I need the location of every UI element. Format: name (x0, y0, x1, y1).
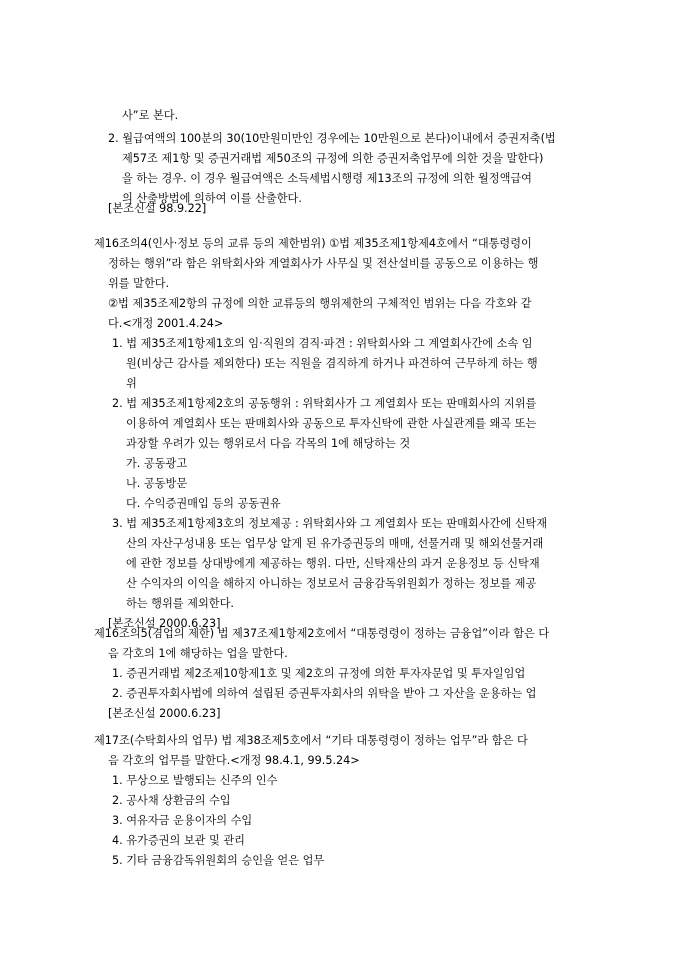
list-item: 3. 여유자금 운용이자의 수입 (112, 814, 253, 827)
text-line: 의 산출방법에 의하여 이를 산출한다. (122, 192, 302, 205)
text-line: 음 각호의 업무를 말한다.<개정 98.4.1, 99.5.24> (108, 754, 360, 767)
text-line: 사”로 본다. (122, 109, 179, 122)
amendment-note: [본조신설 2000.6.23] (108, 707, 221, 720)
list-item: 3. 법 제35조제1항제3호의 정보제공 : 위탁회사와 그 계열회사 또는 판매회사간에 신탁재 (112, 517, 548, 530)
amendment-note: [본조신설 2000.6.23] (108, 617, 221, 630)
list-item: 4. 유가증권의 보관 및 관리 (112, 834, 245, 847)
text-line: 다.<개정 2001.4.24> (108, 317, 224, 330)
sub-item: 다. 수익증권매입 등의 공동권유 (126, 497, 281, 510)
text-line: 원(비상근 감사를 제외한다) 또는 직원을 겸직하게 하거나 파견하여 근무하게 하는 행 (126, 357, 538, 370)
list-item: 2. 법 제35조제1항제2호의 공동행위 : 위탁회사가 그 계열회사 또는 판매회사의 지위를 (112, 397, 537, 410)
text-line: 에 관한 정보를 상대방에게 제공하는 행위. 다만, 신탁재산의 과거 운용정보 등 신탁재 (126, 557, 540, 570)
text-line: 산의 자산구성내용 또는 업무상 알게 된 유가증권등의 매매, 선물거래 및 해외선물거래 (126, 537, 544, 550)
text-line: 위 (126, 377, 137, 390)
article-heading: 제17조(수탁회사의 업무) 법 제38조제5호에서 “기타 대통령령이 정하는 업무”라 함은 다 (94, 734, 528, 747)
text-line: 정하는 행위”라 함은 위탁회사와 계열회사가 사무실 및 전산설비를 공동으로 이용하는 행 (108, 257, 539, 270)
article-heading: 제16조의4(인사·정보 등의 교류 등의 제한범위) ①법 제35조제1항제4호에서 “대통령령이 (94, 237, 532, 250)
text-line: 하는 행위를 제외한다. (126, 597, 234, 610)
text-line: ②법 제35조제2항의 규정에 의한 교류등의 행위제한의 구체적인 범위는 다음 각호와 같 (108, 297, 532, 310)
list-item: 1. 증권거래법 제2조제10항제1호 및 제2호의 규정에 의한 투자자문업 및 투자일임업 (112, 667, 526, 680)
text-line: 위를 말한다. (108, 277, 170, 290)
text-line: 음 각호의 1에 해당하는 업을 말한다. (108, 647, 288, 660)
list-item: 2. 증권투자회사법에 의하여 설립된 증권투자회사의 위탁을 받아 그 자산을 운용하는 업 (112, 687, 537, 700)
list-item: 1. 무상으로 발행되는 신주의 인수 (112, 774, 278, 787)
sub-item: 가. 공동광고 (126, 457, 188, 470)
article-heading: 제16조의5(겸업의 제한) 법 제37조제1항제2호에서 “대통령령이 정하는 금융업”이라 함은 다 (94, 627, 550, 640)
list-item: 2. 공사채 상환금의 수입 (112, 794, 231, 807)
sub-item: 나. 공동방문 (126, 477, 188, 490)
text-line: 을 하는 경우. 이 경우 월급여액은 소득세법시행령 제13조의 규정에 의한 월정액급여 (122, 172, 532, 185)
list-item: 5. 기타 금융감독위원회의 승인을 얻은 업무 (112, 854, 325, 867)
text-line: 제57조 제1항 및 증권거래법 제50조의 규정에 의한 증권저축업무에 의한 것을 말한다) (122, 152, 544, 165)
text-line: 과장할 우려가 있는 행위로서 다음 각목의 1에 해당하는 것 (126, 437, 411, 450)
text-line: 이용하여 계열회사 또는 판매회사와 공동으로 투자신탁에 관한 사실관계를 왜곡 또는 (126, 417, 537, 430)
text-line: 2. 월급여액의 100분의 30(10만원미만인 경우에는 10만원으로 본다)이내에서 증권저축(법 (108, 132, 556, 145)
text-line: 산 수익자의 이익을 해하지 아니하는 정보로서 금융감독위원회가 정하는 정보를 제공 (126, 577, 537, 590)
list-item: 1. 법 제35조제1항제1호의 임·직원의 겸직·파견 : 위탁회사와 그 계열회사간에 소속 임 (112, 337, 533, 350)
amendment-note: [본조신설 98.9.22] (108, 202, 207, 215)
